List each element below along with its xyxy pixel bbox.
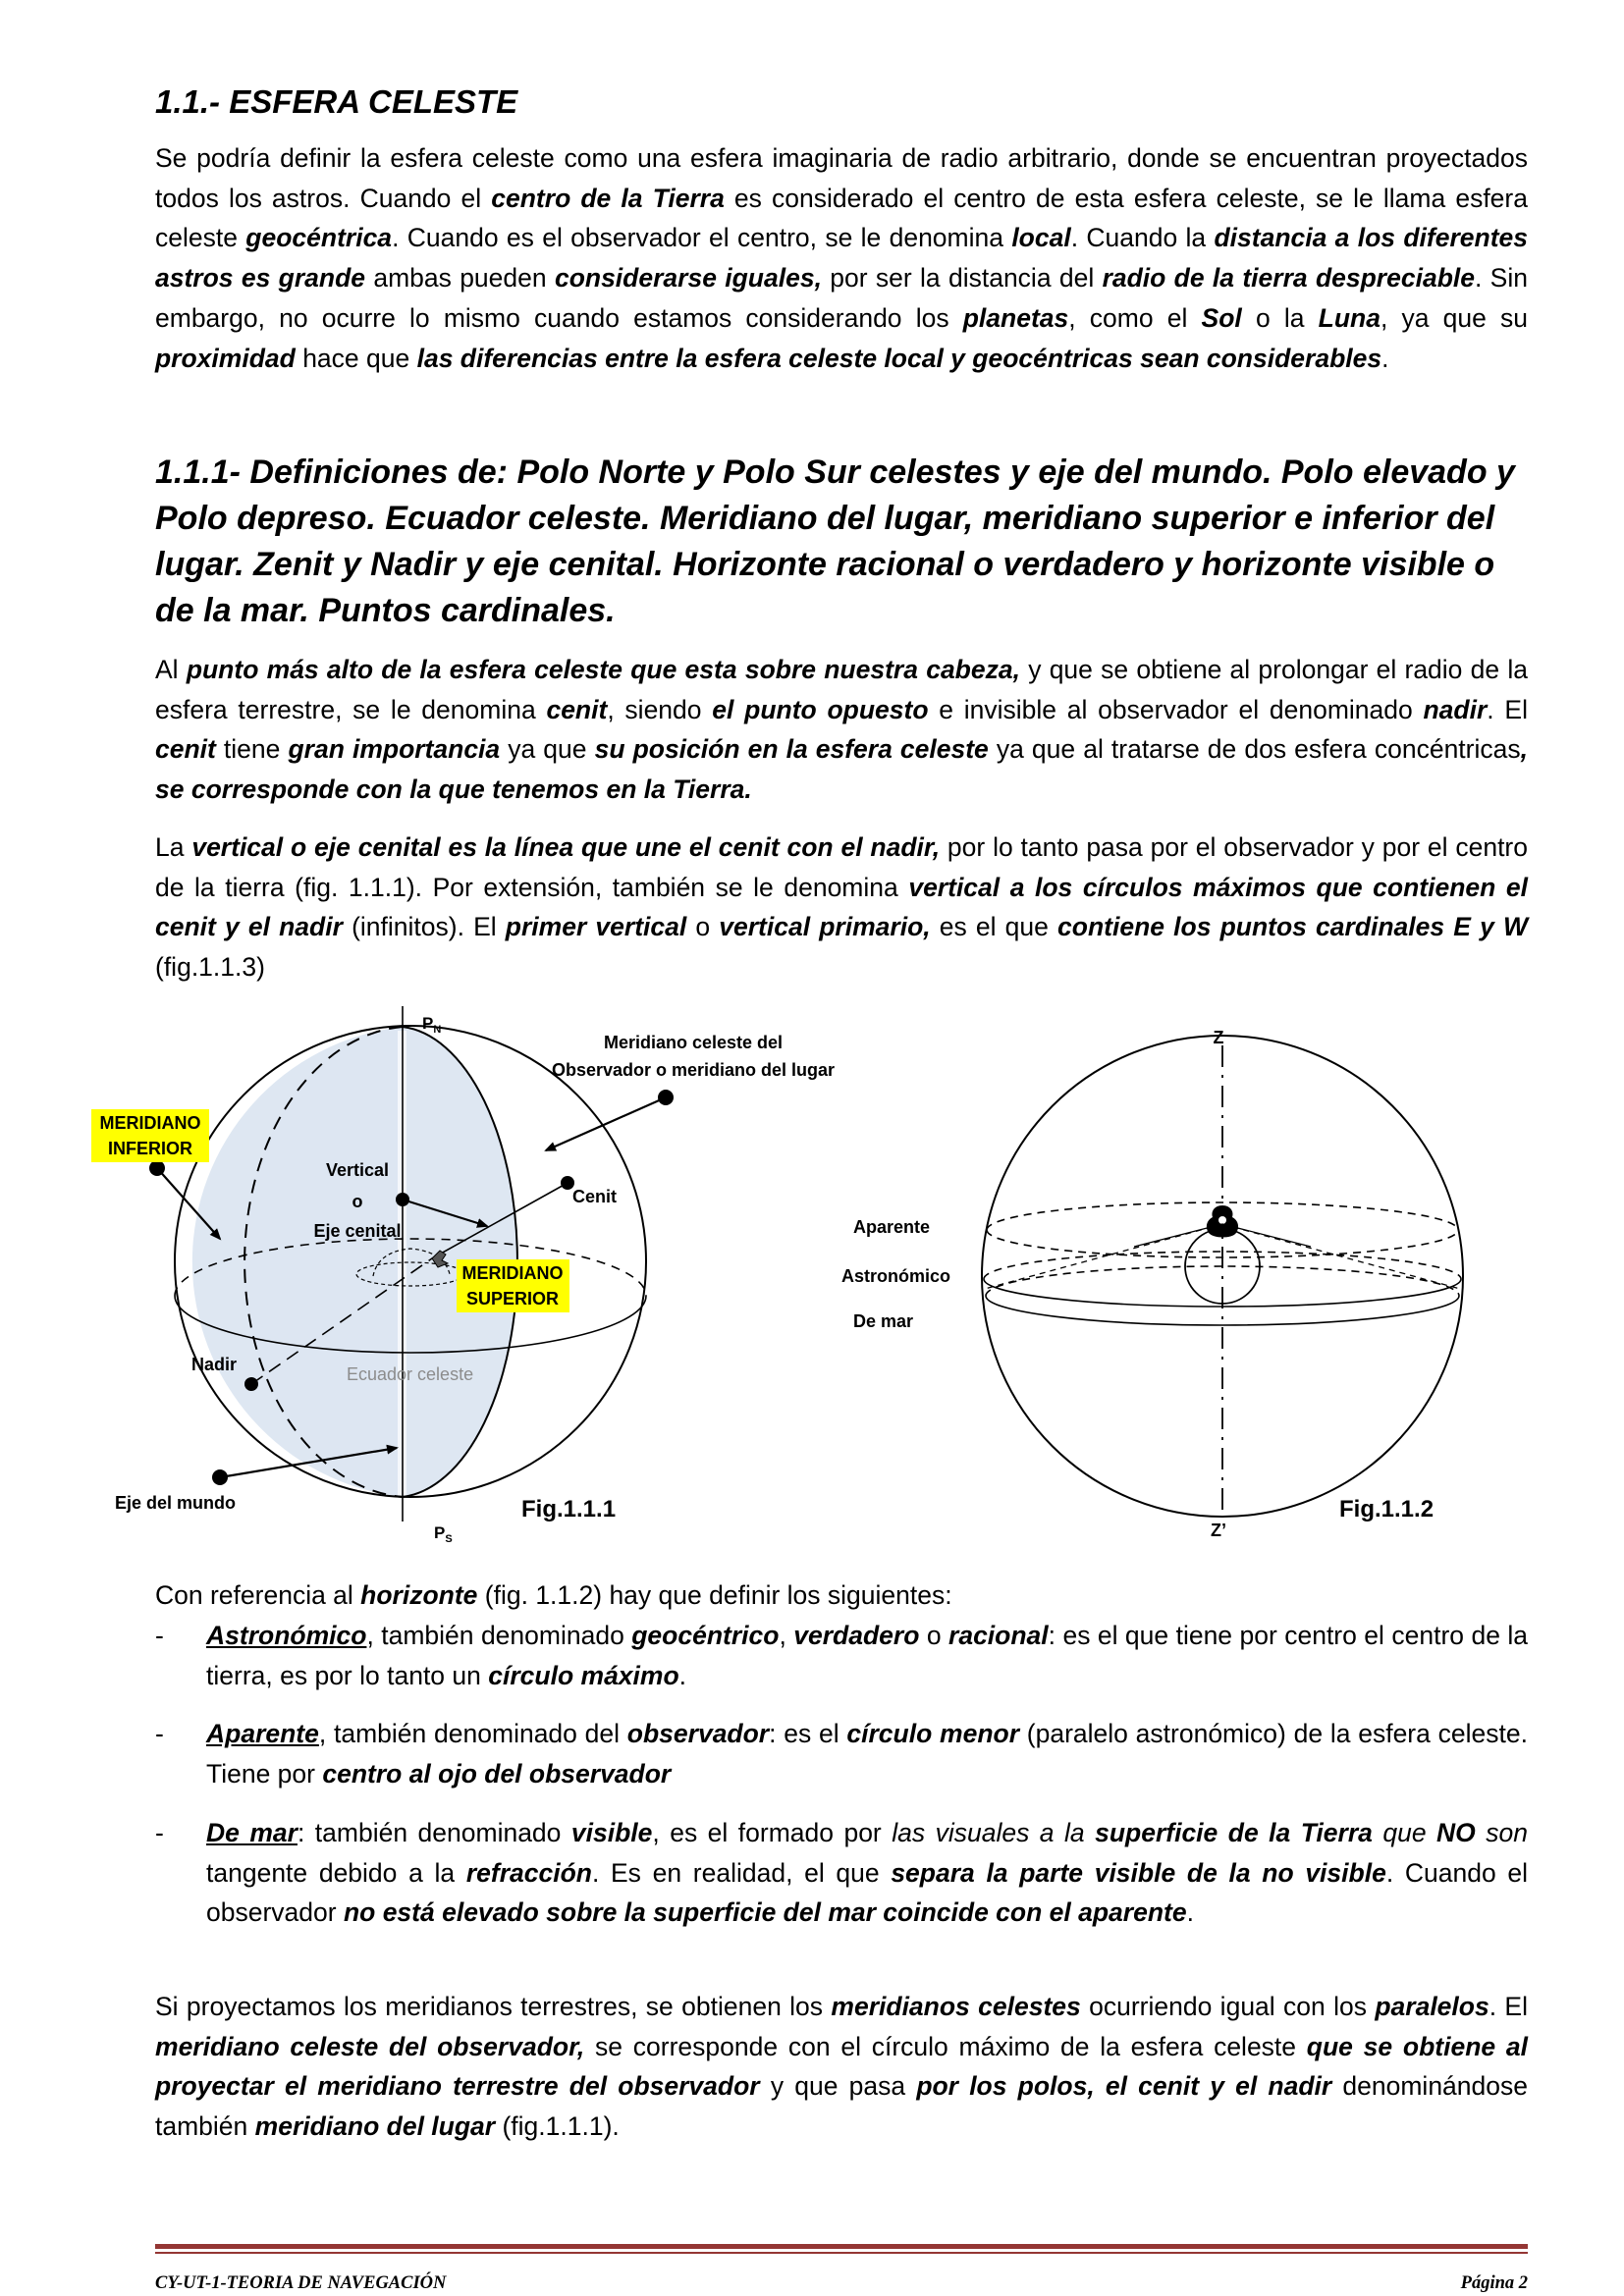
paragraph-vertical (155, 828, 1528, 988)
meridiano-inferior-label-1: MERIDIANO (99, 1113, 201, 1133)
footer-page-number: Página 2 (1460, 2273, 1528, 2293)
nadir-label: Nadir (191, 1355, 238, 1374)
observer-head-icon (1218, 1216, 1226, 1224)
subsection-title: 1.1.1- Definiciones de: Polo Norte y Polo Sur celestes y eje del mundo. Polo elevado y Polo depreso. Ecuador celeste. Meridiano del lugar, meridiano superior e inferior del lugar. Zenit y Nadir y eje cenital. Horizonte racional o verdadero y horizonte visible o de la mar. Puntos cardinales. (155, 454, 1515, 629)
ecuador-label: Ecuador celeste (347, 1364, 474, 1384)
paragraph-2: Al punto más alto de la esfera celeste que esta sobre nuestra cabeza, y que se obtiene al prolongar el radio de la esfera terrestre, se le denomina cenit, siendo el punto opuesto e invisible al observador el denominado nadir. El cenit tiene gran importancia ya que su posición en la esfera celeste ya que al tratarse de dos esfera concéntricas, se corresponde con la que tenemos en la Tierra. (155, 655, 1529, 805)
paragraph-meridianos (155, 1987, 1528, 2147)
vertical-label-2: o (352, 1192, 363, 1211)
sight-line-left-tangent (1134, 1224, 1222, 1247)
arrow-meridiano-lugar (546, 1097, 666, 1150)
footer-course-label: CY-UT-1-TEORIA DE NAVEGACIÓN (155, 2273, 447, 2293)
paragraph-esfera-celeste (155, 138, 1528, 378)
list-item-aparente: - Aparente, también denominado del observador: es el círculo menor (paralelo astronómico) de la esfera celeste. Tiene por centro al ojo del observador (155, 1719, 1528, 1789)
meridiano-superior-label-1: MERIDIANO (461, 1263, 564, 1283)
footer-rule-thin (155, 2252, 1528, 2254)
de-mar-label: De mar (853, 1311, 914, 1331)
subsection-header (155, 450, 1528, 634)
section-title: 1.1.- ESFERA CELESTE (155, 83, 518, 120)
polo-norte-label: $P_N$ (422, 1014, 442, 1036)
sight-line-right-tangent (1222, 1224, 1311, 1247)
horizonte-list (155, 1616, 1528, 1933)
paragraph-cenit (155, 650, 1528, 810)
meridiano-inferior-label-2: INFERIOR (107, 1139, 193, 1158)
astronomico-label: Astronómico (841, 1266, 951, 1286)
nadir-zprime-label: Z’ (1211, 1521, 1226, 1540)
paragraph-final: Si proyectamos los meridianos terrestres, se obtienen los meridianos celestes ocurriendo igual con los paralelos. El meridiano celeste del observador, se corresponde con el círculo máximo de la esfera celeste que se obtiene al proyectar el meridiano terrestre del observador y que pasa por los polos, el cenit y el nadir denominándose también meridiano del lugar (fig.1.1.1). (155, 1992, 1528, 2142)
meridiano-superior-label-2: SUPERIOR (465, 1289, 560, 1308)
figure-celestial-sphere (79, 996, 913, 1556)
fig2-caption: Fig.1.1.2 (1339, 1496, 1435, 1522)
paragraph-1: Se podría definir la esfera celeste como una esfera imaginaria de radio arbitrario, donde se encuentran proyectados todos los astros. Cuando el centro de la Tierra es considerado el centro de esta esfera celeste, se le llama esfera celeste geocéntrica. Cuando es el observador el centro, se le denomina local. Cuando la distancia a los diferentes astros es grande ambas pueden considerarse iguales, por ser la distancia del radio de la tierra despreciable. Sin embargo, no ocurre lo mismo cuando estamos considerando los planetas, como el Sol o la Luna, ya que su proximidad hace que las diferencias entre la esfera celeste local y geocéntricas sean considerables. (155, 143, 1529, 373)
arrow-meridiano-inferior-dot (149, 1160, 165, 1176)
zenith-label: Z (1213, 1028, 1224, 1047)
nadir-point (244, 1377, 258, 1391)
vertical-label-1: Vertical (325, 1160, 390, 1180)
arrow-meridiano-lugar-dot (658, 1090, 674, 1105)
sphere-group (91, 1006, 835, 1545)
polo-sur-label: $P_S$ (434, 1523, 453, 1545)
list-item-de-mar: - De mar: también denominado visible, es el formado por las visuales a la superficie de la Tierra que NO son tangente debido a la refracción. Es en realidad, el que separa la parte visible de la no visible. Cuando el observador no está elevado sobre la superficie del mar coincide con el aparente. (155, 1817, 1528, 1928)
section-header (155, 80, 1528, 124)
aparente-label: Aparente (853, 1217, 931, 1237)
footer-rule-thick (155, 2244, 1528, 2249)
eje-mundo-label: Eje del mundo (115, 1493, 237, 1513)
meridiano-lugar-label-2: Observador o meridiano del lugar (551, 1060, 836, 1080)
vertical-label-3: Eje cenital (313, 1221, 402, 1241)
figure-horizons (835, 1011, 1483, 1556)
paragraph-horizonte: Con referencia al horizonte (fig. 1.1.2) hay que definir los siguientes: (155, 1580, 952, 1610)
paragraph-horizonte-intro (155, 1575, 1528, 1616)
cenit-label: Cenit (572, 1187, 617, 1206)
paragraph-3: La vertical o eje cenital es la línea que une el cenit con el nadir, por lo tanto pasa por el observador y por el centro de la tierra (fig. 1.1.1). Por extensión, también se le denomina vertical a los círculos máximos que contienen el cenit y el nadir (infinitos). El primer vertical o vertical primario, es el que contiene los puntos cardinales E y W (fig.1.1.3) (155, 832, 1529, 983)
list-item-astronomico: - Astronómico, también denominado geocéntrico, verdadero o racional: es el que tiene por centro el centro de la tierra, es por lo tanto un círculo máximo. (155, 1621, 1528, 1690)
meridiano-lugar-label-1: Meridiano celeste del (603, 1033, 784, 1052)
fig1-caption: Fig.1.1.1 (521, 1496, 617, 1522)
arrow-eje-mundo-dot (212, 1469, 228, 1485)
